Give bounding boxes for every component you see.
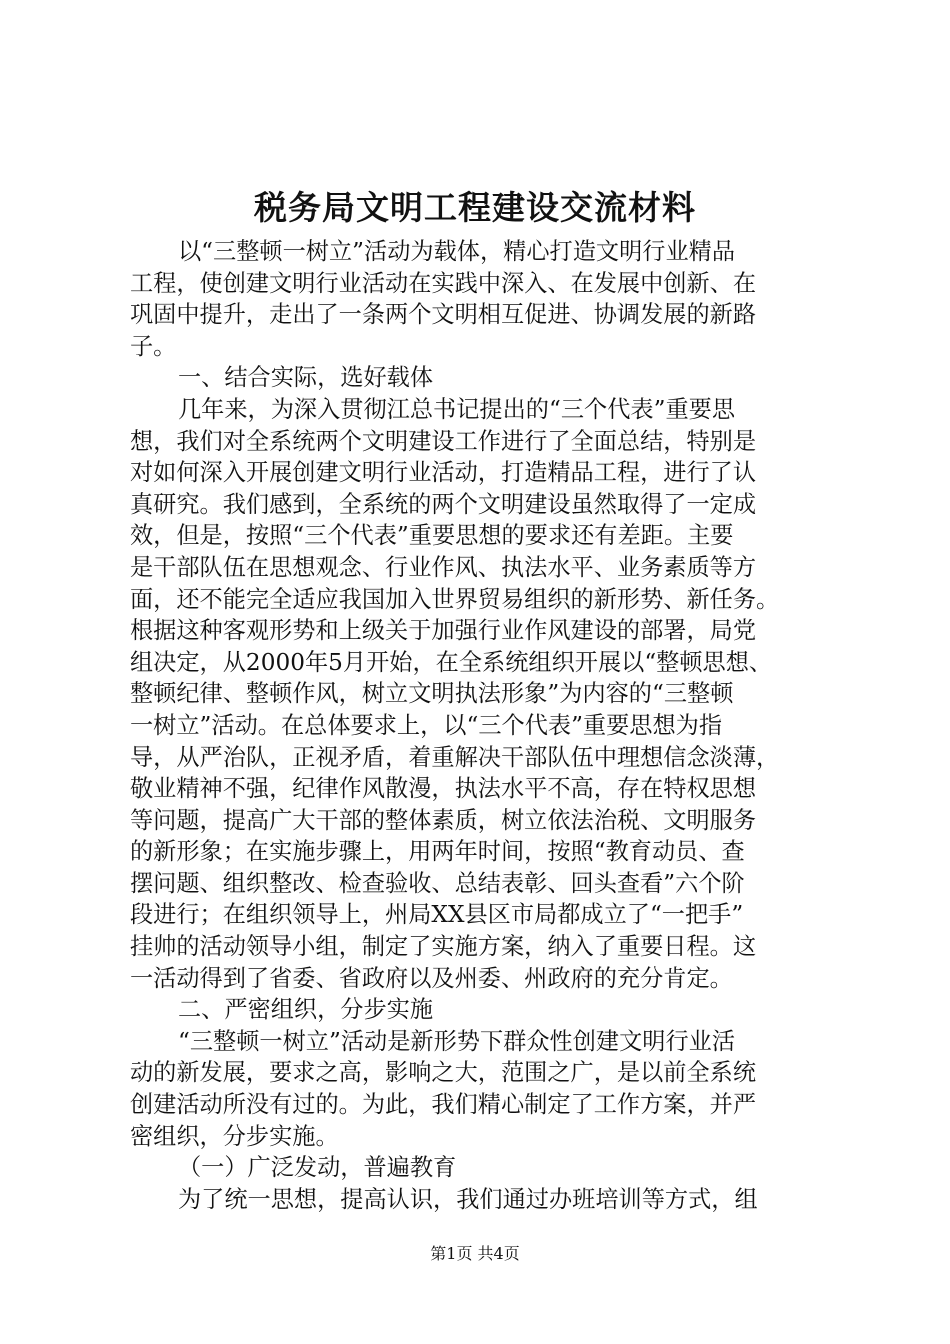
paragraph-line: 子。 bbox=[130, 332, 177, 360]
paragraph-line: 密组织，分步实施。 bbox=[130, 1122, 339, 1150]
paragraph-line: 整顿纪律、整顿作风，树立文明执法形象”为内容的“三整顿 bbox=[130, 680, 734, 708]
paragraph-line: 是干部队伍在思想观念、行业作风、执法水平、业务素质等方 bbox=[130, 553, 757, 581]
paragraph-line: 一树立”活动。在总体要求上，以“三个代表”重要思想为指 bbox=[130, 711, 723, 739]
paragraph-line: 一、结合实际，选好载体 bbox=[178, 364, 434, 392]
paragraph-line: 对如何深入开展创建文明行业活动，打造精品工程，进行了认 bbox=[130, 459, 757, 487]
page-footer: 第1页 共4页 bbox=[430, 1244, 520, 1263]
paragraph-line: “三整顿一树立”活动是新形势下群众性创建文明行业活 bbox=[178, 1027, 736, 1055]
paragraph-line: 挂帅的活动领导小组，制定了实施方案，纳入了重要日程。这 bbox=[130, 933, 757, 961]
paragraph-line: 一活动得到了省委、省政府以及州委、州政府的充分肯定。 bbox=[130, 964, 733, 992]
paragraph-line: 组决定，从2000年5月开始，在全系统组织开展以“整顿思想、 bbox=[130, 648, 773, 676]
paragraph-line: 创建活动所没有过的。为此，我们精心制定了工作方案，并严 bbox=[130, 1091, 757, 1119]
paragraph-line: 根据这种客观形势和上级关于加强行业作风建设的部署，局党 bbox=[130, 617, 757, 645]
paragraph-line: 的新形象；在实施步骤上，用两年时间，按照“教育动员、查 bbox=[130, 838, 745, 866]
paragraph-line: 巩固中提升，走出了一条两个文明相互促进、协调发展的新路 bbox=[130, 301, 757, 329]
paragraph-line: 摆问题、组织整改、检查验收、总结表彰、回头查看”六个阶 bbox=[130, 869, 745, 897]
paragraph-line: 敬业精神不强，纪律作风散漫，执法水平不高，存在特权思想 bbox=[130, 775, 757, 803]
paragraph-line: （一）广泛发动，普遍教育 bbox=[178, 1154, 457, 1182]
paragraph-line: 二、严密组织，分步实施 bbox=[178, 996, 434, 1024]
paragraph-line: 面，还不能完全适应我国加入世界贸易组织的新形势、新任务。 bbox=[130, 585, 780, 613]
paragraph-line: 真研究。我们感到，全系统的两个文明建设虽然取得了一定成 bbox=[130, 490, 757, 518]
paragraph-line: 为了统一思想，提高认识，我们通过办班培训等方式，组 bbox=[178, 1185, 758, 1213]
paragraph-line: 等问题，提高广大干部的整体素质，树立依法治税、文明服务 bbox=[130, 806, 757, 834]
paragraph-line: 几年来，为深入贯彻江总书记提出的“三个代表”重要思 bbox=[178, 395, 736, 423]
page-title: 税务局文明工程建设交流材料 bbox=[254, 188, 696, 227]
document-body bbox=[130, 236, 830, 1215]
paragraph-line: 以“三整顿一树立”活动为载体，精心打造文明行业精品 bbox=[178, 238, 736, 265]
paragraph-line: 效，但是，按照“三个代表”重要思想的要求还有差距。主要 bbox=[130, 522, 734, 550]
paragraph-line: 动的新发展，要求之高，影响之大，范围之广，是以前全系统 bbox=[130, 1059, 757, 1087]
paragraph-line: 导，从严治队，正视矛盾，着重解决干部队伍中理想信念淡薄， bbox=[130, 743, 780, 771]
paragraph-line: 工程，使创建文明行业活动在实践中深入、在发展中创新、在 bbox=[130, 269, 757, 297]
paragraph-line: 想，我们对全系统两个文明建设工作进行了全面总结，特别是 bbox=[130, 427, 757, 455]
paragraph-line: 段进行；在组织领导上，州局XX县区市局都成立了“一把手” bbox=[130, 901, 744, 929]
